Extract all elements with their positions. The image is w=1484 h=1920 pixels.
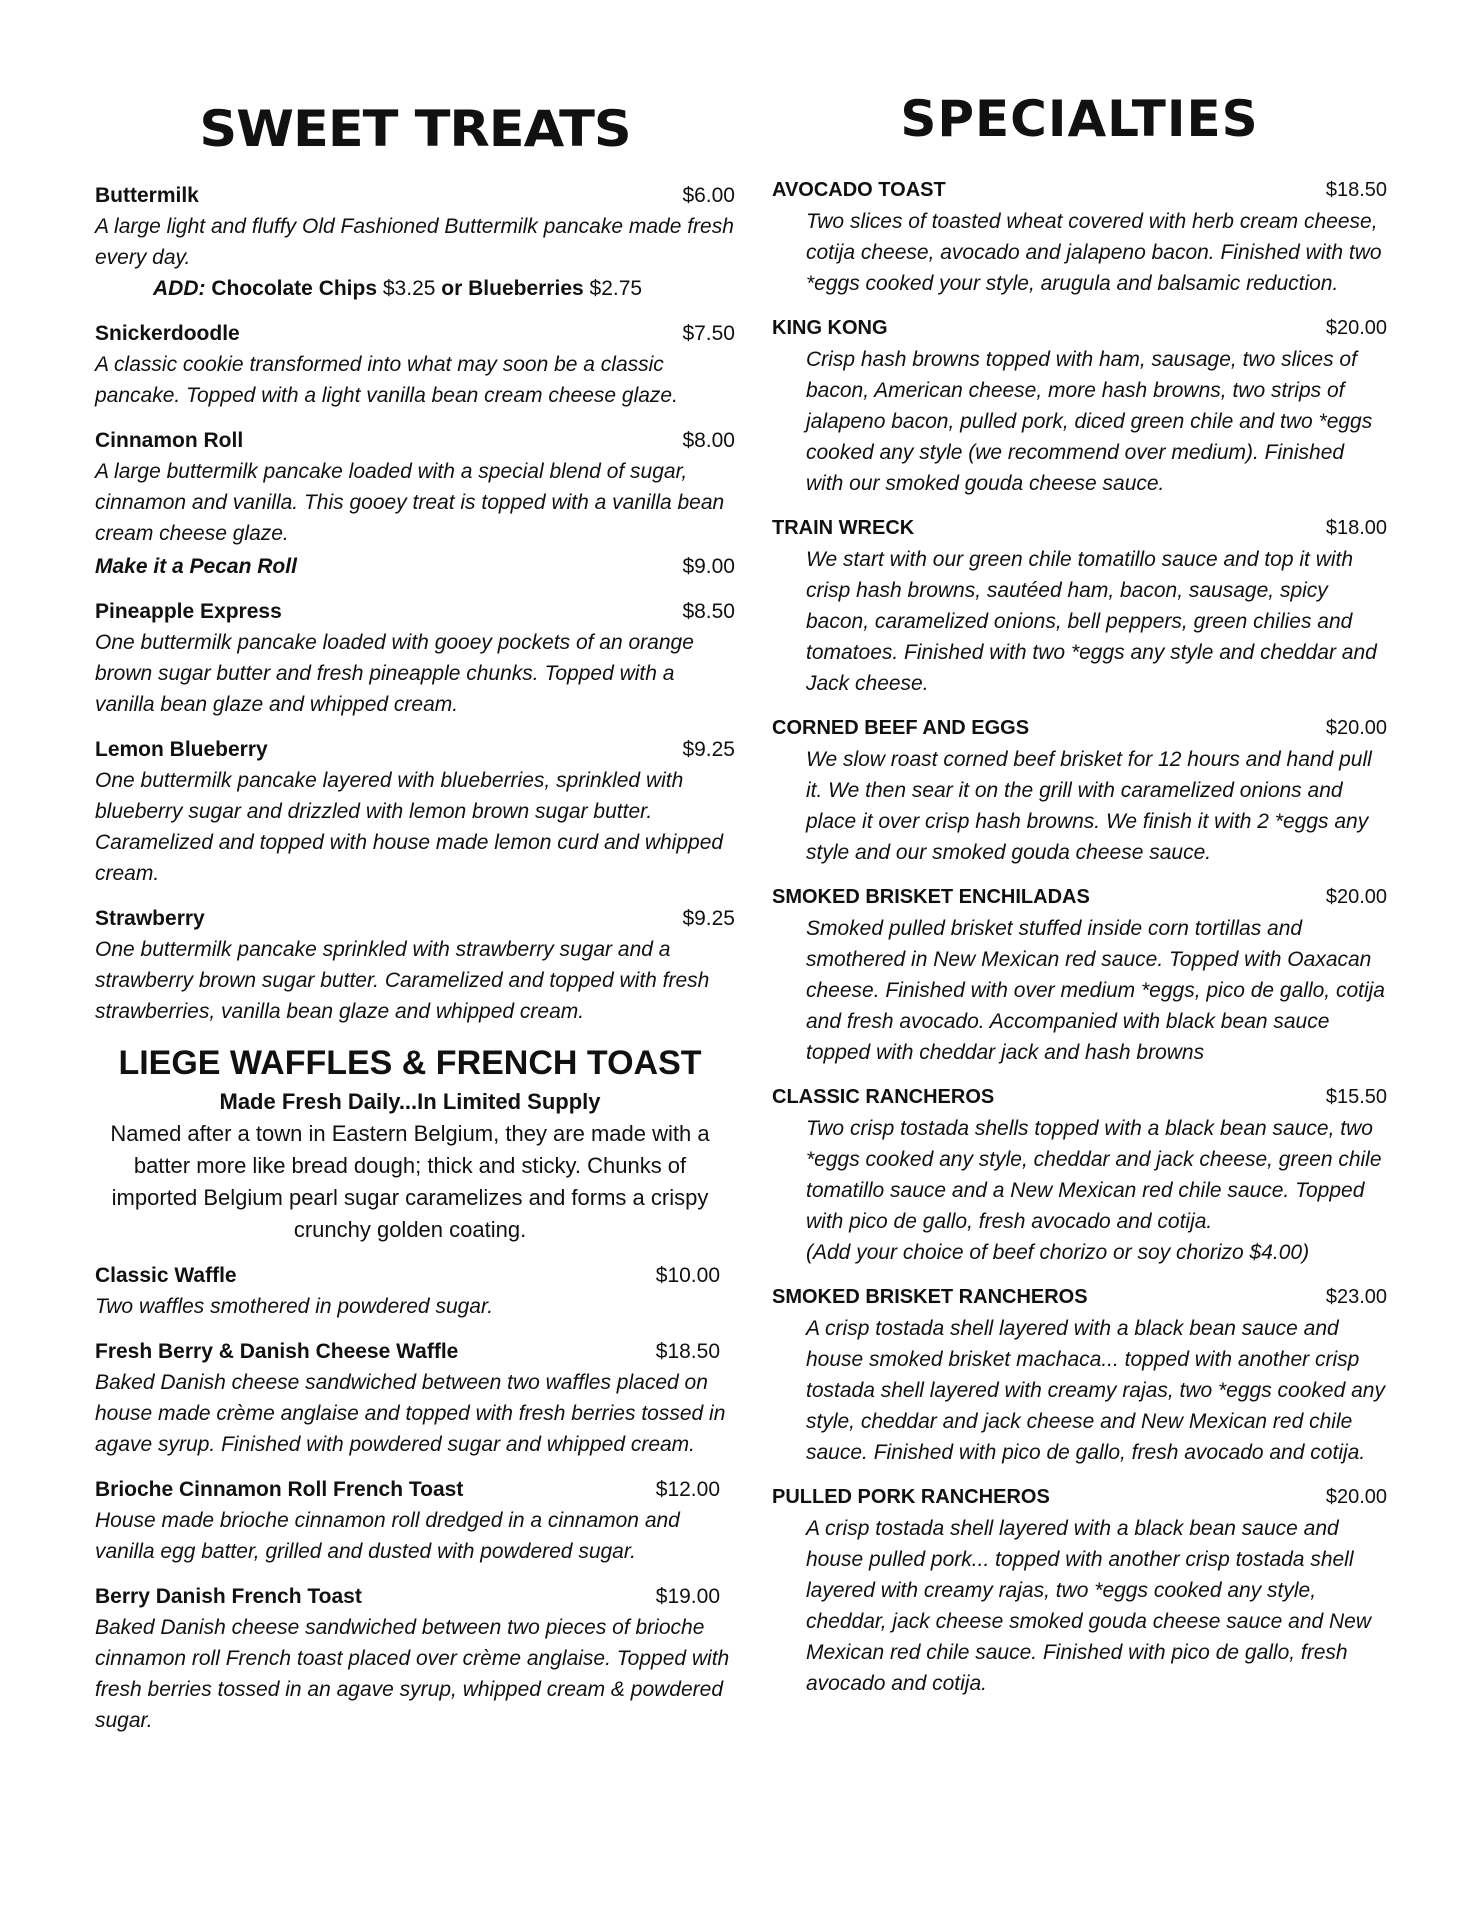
item-price: $15.50 (1325, 1086, 1387, 1108)
menu-item (95, 596, 735, 720)
item-name: CORNED BEEF AND EGGS (772, 717, 1030, 739)
add-blueberries: Blueberries (468, 277, 584, 300)
menu-item (95, 1336, 735, 1460)
item-price: $8.00 (682, 429, 735, 452)
item-name: Cinnamon Roll (95, 429, 244, 452)
item-name: Snickerdoodle (95, 322, 240, 345)
sweet-treats-list (95, 180, 735, 1041)
menu-item (772, 1482, 1387, 1699)
item-name: Brioche Cinnamon Roll French Toast (95, 1478, 464, 1501)
menu-item (772, 175, 1387, 299)
waffles-list (95, 1260, 735, 1750)
item-price: $7.50 (682, 322, 735, 345)
item-description: Smoked pulled brisket stuffed inside corn tortillas and smothered in New Mexican red sauce. Topped with Oaxacan cheese. Finished with over medium *eggs, pico de gallo, cotija and fresh avocado. Accompanied with black bean sauce topped with cheddar jack and hash browns (806, 917, 1385, 1064)
item-description: A crisp tostada shell layered with a black bean sauce and house smoked brisket machaca... topped with another crisp tostada shell layered with creamy rajas, two *eggs cooked any style, cheddar and jack cheese and New Mexican red chile sauce. Finished with pico de gallo, fresh avocado and cotija. (806, 1317, 1385, 1464)
item-price: $10.00 (655, 1264, 720, 1287)
item-name: KING KONG (772, 317, 888, 339)
item-description: One buttermilk pancake layered with blueberries, sprinkled with blueberry sugar and drizzled with lemon brown sugar butter. Caramelized and topped with house made lemon curd and whipped cream. (95, 769, 724, 885)
menu-item (95, 318, 735, 411)
item-description: Two waffles smothered in powdered sugar. (95, 1295, 494, 1318)
item-price: $19.00 (655, 1585, 720, 1608)
item-price: $12.00 (655, 1478, 720, 1501)
item-description: House made brioche cinnamon roll dredged in a cinnamon and vanilla egg batter, grilled and dusted with powdered sugar. (95, 1509, 680, 1563)
menu-item (772, 313, 1387, 499)
item-description: Two slices of toasted wheat covered with herb cream cheese, cotija cheese, avocado and jalapeno bacon. Finished with two *eggs cooked your style, arugula and balsamic reduction. (806, 210, 1382, 295)
pecan-roll-name: Make it a Pecan Roll (95, 555, 297, 578)
item-price: $18.50 (655, 1340, 720, 1363)
item-description: One buttermilk pancake loaded with gooey pockets of an orange brown sugar butter and fresh pineapple chunks. Topped with a vanilla bean glaze and whipped cream. (95, 631, 694, 716)
item-description: A large buttermilk pancake loaded with a special blend of sugar, cinnamon and vanilla. This gooey treat is topped with a vanilla bean cream cheese glaze. (95, 460, 725, 545)
item-description: Baked Danish cheese sandwiched between two waffles placed on house made crème anglaise and topped with fresh berries tossed in agave syrup. Finished with powdered sugar and whipped cream. (95, 1371, 726, 1456)
item-description: A crisp tostada shell layered with a black bean sauce and house pulled pork... topped with another crisp tostada shell layered with creamy rajas, two *eggs cooked any style, cheddar, jack cheese smoked gouda cheese sauce and New Mexican red chile sauce. Finished with pico de gallo, fresh avocado and cotija. (806, 1517, 1372, 1695)
item-price: $20.00 (1325, 717, 1387, 739)
item-price: $20.00 (1325, 1486, 1387, 1508)
waffles-title: LIEGE WAFFLES & FRENCH TOAST (118, 1044, 702, 1082)
waffles-intro: Named after a town in Eastern Belgium, they are made with a batter more like bread dough; thick and sticky. Chunks of imported Belgium pearl sugar caramelizes and forms a crispy crunchy golden coating. (110, 1121, 710, 1242)
item-price: $9.25 (682, 738, 735, 761)
item-price: $8.50 (682, 600, 735, 623)
add-ons-line (95, 273, 735, 304)
item-price: $18.00 (1325, 517, 1387, 539)
item-price: $18.50 (1325, 179, 1387, 201)
item-description: Crisp hash browns topped with ham, sausage, two slices of bacon, American cheese, more hash browns, two strips of jalapeno bacon, pulled pork, diced green chile and two *eggs cooked any style (we recommend over medium). Finished with our smoked gouda cheese sauce. (806, 348, 1373, 495)
item-name: AVOCADO TOAST (772, 179, 946, 201)
menu-item (95, 1474, 735, 1567)
item-price: $23.00 (1325, 1286, 1387, 1308)
waffles-header (95, 1040, 725, 1246)
menu-item (95, 1581, 735, 1736)
item-name: SMOKED BRISKET RANCHEROS (772, 1286, 1088, 1308)
add-chocolate-price: $3.25 (382, 277, 436, 300)
item-price: $20.00 (1325, 886, 1387, 908)
menu-item (772, 882, 1387, 1068)
item-description: A classic cookie transformed into what may soon be a classic pancake. Topped with a light vanilla bean cream cheese glaze. (95, 353, 678, 407)
item-name: Strawberry (95, 907, 205, 930)
item-description: Two crisp tostada shells topped with a black bean sauce, two *eggs cooked any style, cheddar and jack cheese, green chile tomatillo sauce and a New Mexican red chile sauce. Topped with pico de gallo, fresh avocado and cotija. (806, 1117, 1382, 1233)
pecan-roll-option (95, 551, 735, 582)
menu-item (95, 180, 735, 304)
item-name: Fresh Berry & Danish Cheese Waffle (95, 1340, 459, 1363)
item-name: Lemon Blueberry (95, 738, 268, 761)
item-price: $6.00 (682, 184, 735, 207)
sweet-treats-title: SWEET TREATS (199, 100, 631, 158)
menu-item (772, 713, 1387, 868)
item-description: One buttermilk pancake sprinkled with strawberry sugar and a strawberry brown sugar butter. Caramelized and topped with fresh strawberries, vanilla bean glaze and whipped cream. (95, 938, 710, 1023)
menu-item (772, 1282, 1387, 1468)
item-name: Pineapple Express (95, 600, 282, 623)
add-label: ADD: (153, 277, 206, 300)
item-description: Baked Danish cheese sandwiched between two pieces of brioche cinnamon roll French toast placed over crème anglaise. Topped with fresh berries tossed in an agave syrup, whipped cream & powdered sugar. (95, 1616, 730, 1732)
add-chocolate-chips: Chocolate Chips (211, 277, 378, 300)
specialties-list (772, 175, 1387, 1713)
menu-item (95, 425, 735, 582)
waffles-subtitle: Made Fresh Daily...In Limited Supply (219, 1089, 601, 1114)
item-name: PULLED PORK RANCHEROS (772, 1486, 1050, 1508)
item-name: Buttermilk (95, 184, 199, 207)
menu-item (772, 513, 1387, 699)
menu-item (772, 1082, 1387, 1268)
item-name: Berry Danish French Toast (95, 1585, 362, 1608)
item-note: (Add your choice of beef chorizo or soy chorizo $4.00) (806, 1241, 1310, 1264)
add-or: or (441, 277, 463, 300)
menu-item (95, 1260, 735, 1322)
item-name: Classic Waffle (95, 1264, 237, 1287)
item-name: CLASSIC RANCHEROS (772, 1086, 995, 1108)
add-blueberries-price: $2.75 (589, 277, 643, 300)
specialties-title: SPECIALTIES (900, 90, 1259, 148)
item-description: A large light and fluffy Old Fashioned Buttermilk pancake made fresh every day. (95, 215, 734, 269)
menu-item (95, 903, 735, 1027)
item-description: We slow roast corned beef brisket for 12 hours and hand pull it. We then sear it on the grill with caramelized onions and place it over crisp hash browns. We finish it with 2 *eggs any style and our smoked gouda cheese sauce. (806, 748, 1372, 864)
item-price: $20.00 (1325, 317, 1387, 339)
item-price: $9.25 (682, 907, 735, 930)
menu-item (95, 734, 735, 889)
item-description: We start with our green chile tomatillo sauce and top it with crisp hash browns, sautéed ham, bacon, sausage, spicy bacon, caramelized onions, bell peppers, green chilies and tomatoes. Finished with two *eggs any style and cheddar and Jack cheese. (806, 548, 1377, 695)
item-name: SMOKED BRISKET ENCHILADAS (772, 886, 1090, 908)
pecan-roll-price: $9.00 (682, 555, 735, 578)
item-name: TRAIN WRECK (772, 517, 915, 539)
